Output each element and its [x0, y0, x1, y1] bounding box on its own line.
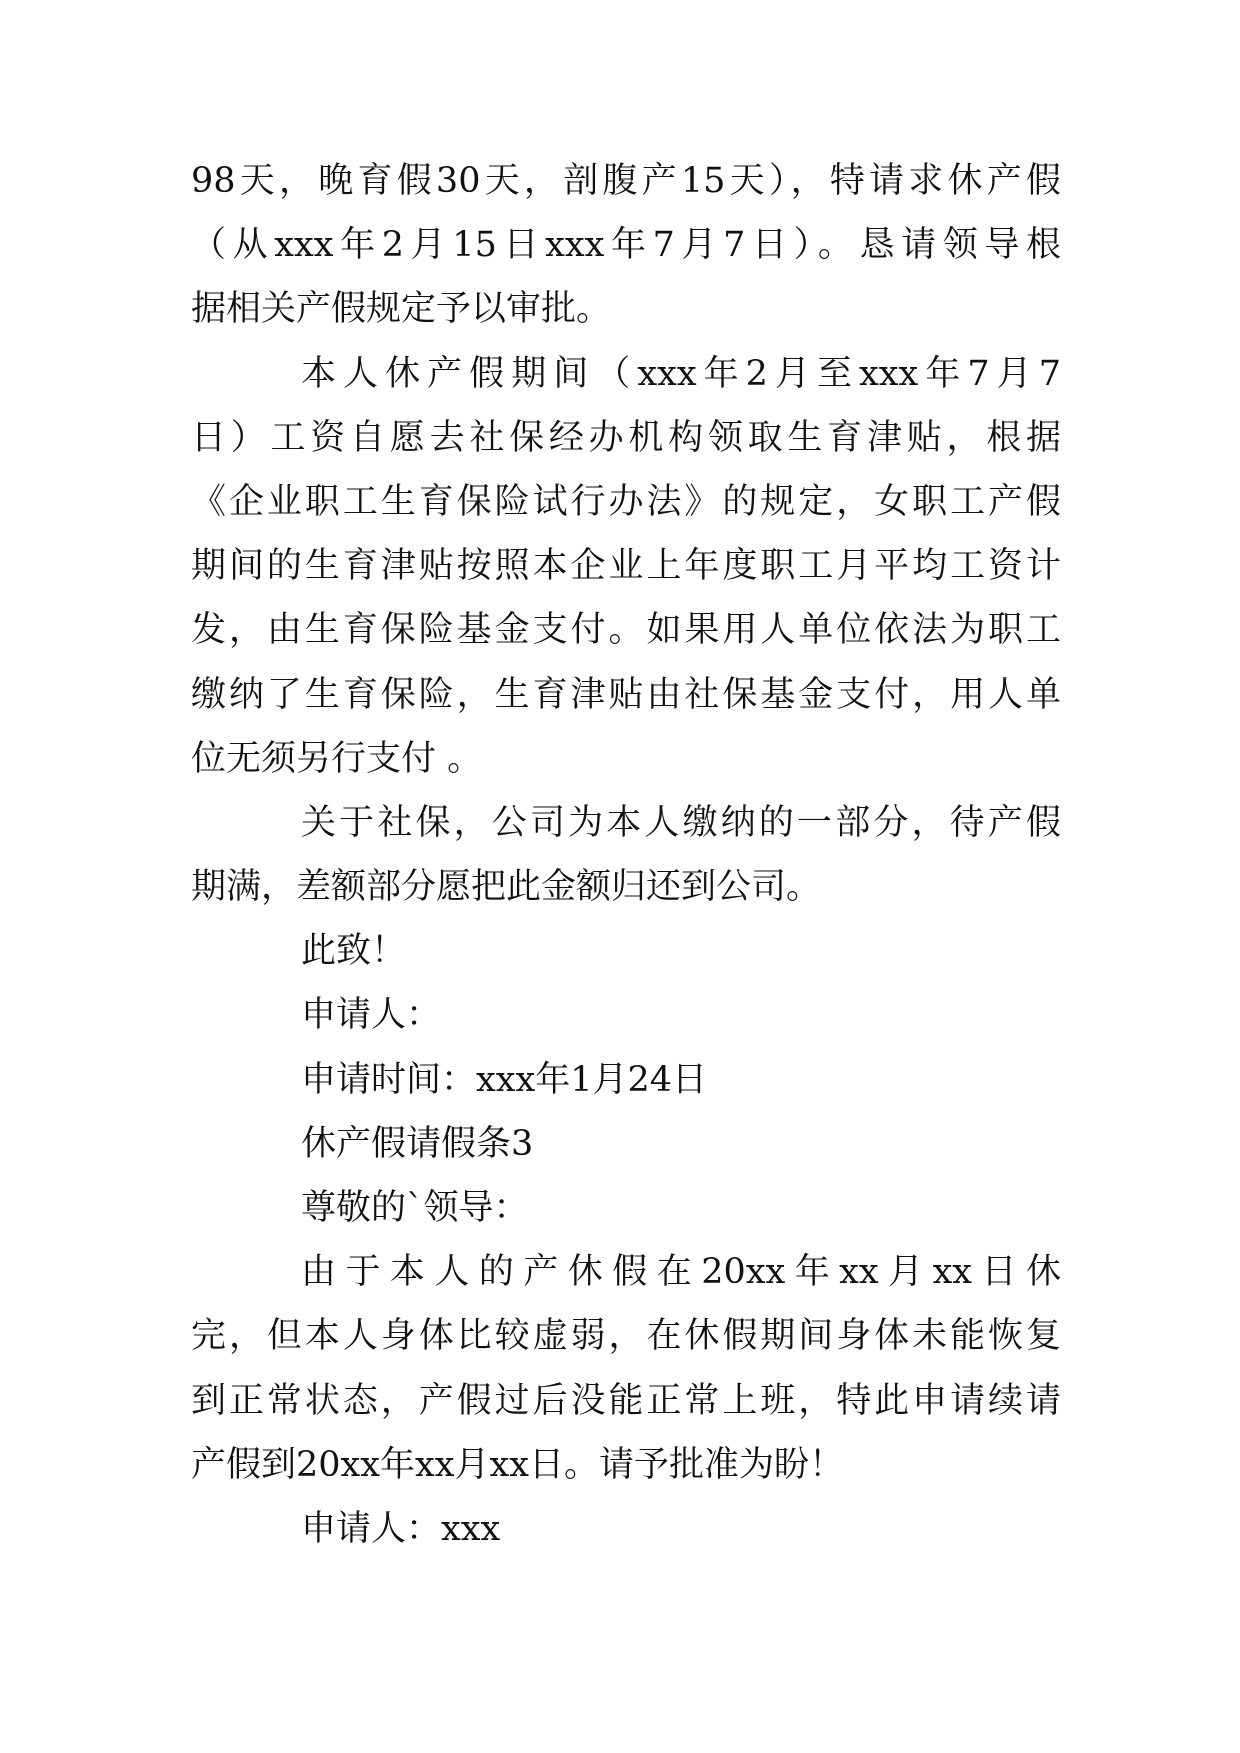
- document-body: [191, 149, 1061, 1561]
- text-line: 发，由生育保险基金支付。如果用人单位依法为职工: [191, 610, 1061, 651]
- application-date: 申请时间：xxx年1月24日: [301, 1059, 708, 1100]
- text-line: 日）工资自愿去社保经办机构领取生育津贴，根据: [191, 417, 1061, 458]
- text-line: 到正常状态，产假过后没能正常上班，特此申请续请: [191, 1380, 1061, 1421]
- paragraph-first-line: 关于社保，公司为本人缴纳的一部分，待产假: [301, 802, 1061, 843]
- section-title: 休产假请假条3: [301, 1123, 534, 1164]
- text-line: 期间的生育津贴按照本企业上年度职工月平均工资计: [191, 546, 1061, 587]
- greeting: 尊敬的`领导：: [301, 1188, 529, 1228]
- text-line: 期满，差额部分愿把此金额归还到公司。: [191, 867, 822, 908]
- applicant-signature: 申请人：xxx: [301, 1508, 501, 1549]
- text-line: 缴纳了生育保险，生育津贴由社保基金支付，用人单: [191, 674, 1061, 715]
- paragraph-first-line: 本人休产假期间（xxx年2月至xxx年7月7: [301, 353, 1061, 394]
- text-line: 据相关产假规定予以审批。: [191, 289, 612, 330]
- text-line: 位无须另行支付 。: [191, 738, 483, 779]
- text-line: （从xxx年2月15日xxx年7月7日）。恳请领导根: [191, 225, 1061, 266]
- closing-salutation: 此致！: [301, 931, 407, 972]
- text-line: 完，但本人身体比较虚弱，在休假期间身体未能恢复: [191, 1316, 1061, 1357]
- text-line: 产假到20xx年xx月xx日。请予批准为盼！: [191, 1444, 844, 1485]
- text-line: 《企业职工生育保险试行办法》的规定，女职工产假: [191, 481, 1061, 522]
- applicant-label: 申请人：: [301, 995, 442, 1036]
- text-line: 98天，晚育假30天，剖腹产15天），特请求休产假: [191, 161, 1061, 201]
- paragraph-first-line: 由于本人的产休假在20xx年xx月xx日休: [301, 1252, 1061, 1293]
